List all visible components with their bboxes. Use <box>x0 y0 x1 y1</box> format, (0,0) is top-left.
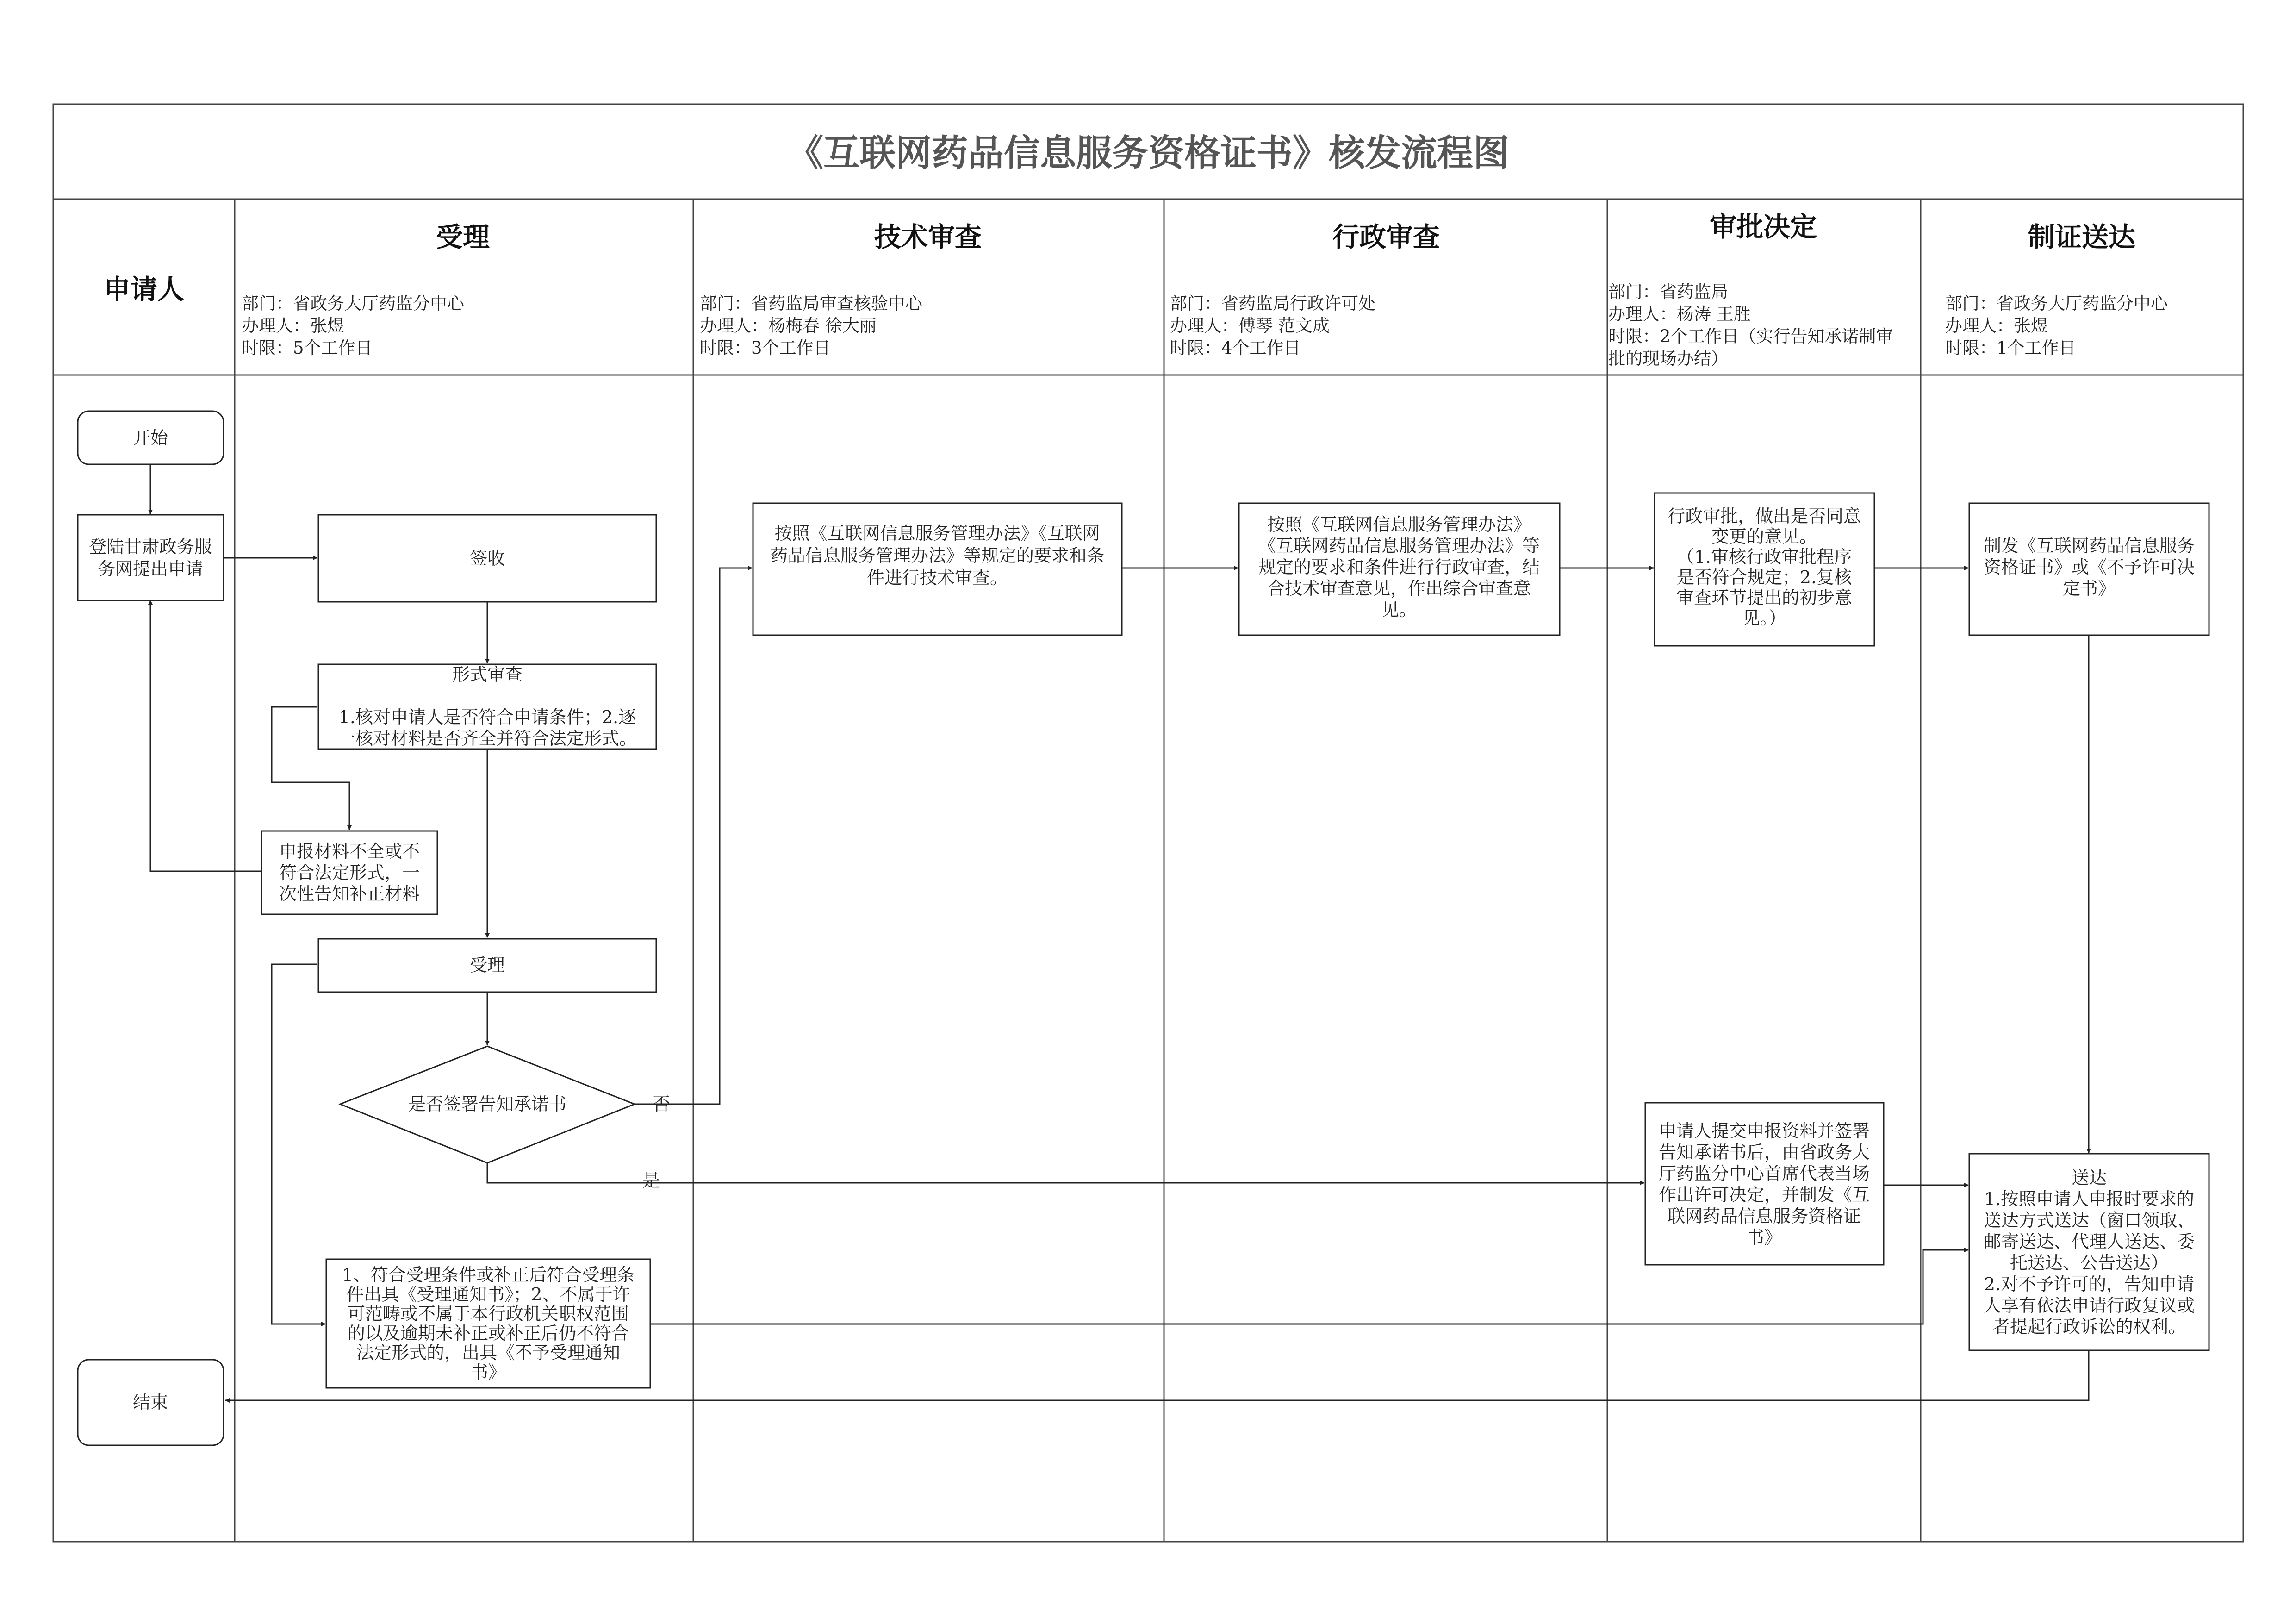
decision-node <box>340 1046 635 1163</box>
node-label-line: 件出具《受理通知书》；2、不属于许 <box>346 1284 630 1305</box>
node-label-line: 邮寄送达、代理人送达、委 <box>1983 1231 2195 1252</box>
node-label-line: 开始 <box>132 428 168 448</box>
lane-info-line: 时限：4个工作日 <box>1170 338 1301 358</box>
node-label-line: 联网药品信息服务资格证 <box>1667 1206 1861 1226</box>
node-label-line: 托送达、公告送达） <box>2010 1253 2169 1273</box>
apply-node <box>78 515 224 600</box>
node-label-line: 申报材料不全或不 <box>279 841 420 862</box>
start-node <box>78 411 224 464</box>
lane-title-approval: 审批决定 <box>1709 211 1817 243</box>
node-label-line: 法定形式的，出具《不予受理通知 <box>356 1343 621 1363</box>
node-label-line: 的以及逾期未补正或补正后仍不符合 <box>347 1323 629 1343</box>
lane-info-line: 部门：省药监局 <box>1608 282 1728 302</box>
onsite-decision-node <box>1645 1103 1884 1265</box>
lane-title-issue-deliver: 制证送达 <box>2028 221 2136 253</box>
node-label-line: 是否符合规定；2.复核 <box>1676 567 1852 587</box>
node-label-line: 告知承诺书后，由省政务大 <box>1658 1142 1870 1162</box>
formal-review-node <box>318 664 656 749</box>
lane-info-line: 部门：省药监局行政许可处 <box>1170 294 1375 313</box>
lane-info-line: 办理人：杨涛 王胜 <box>1608 304 1751 324</box>
lane-info-line: 批的现场办结） <box>1608 349 1728 369</box>
sign-node <box>318 515 656 602</box>
node-label-line: 可范畴或不属于本行政机关职权范围 <box>347 1304 629 1324</box>
node-label-line: 申请人提交申报资料并签署 <box>1658 1121 1870 1141</box>
lane-header-accept <box>242 221 490 358</box>
edge-incomplete-apply <box>150 600 261 871</box>
node-label-line: 审查环节提出的初步意 <box>1676 587 1853 608</box>
node-label-line: 《互联网药品信息服务管理办法》等 <box>1258 536 1540 556</box>
notice-node <box>326 1259 650 1388</box>
node-label-line: 是否签署告知承诺书 <box>408 1094 567 1114</box>
edge-accept-notice <box>272 964 325 1324</box>
node-label-line: 见。 <box>1381 600 1417 620</box>
node-label-line: 见。） <box>1742 608 1786 628</box>
lane-info-line: 部门：省政务大厅药监分中心 <box>1945 294 2168 313</box>
edge-decision-onsite <box>487 1163 1644 1183</box>
node-label-line: 次性告知补正材料 <box>279 884 420 904</box>
node-label-line: 1、符合受理条件或补正后符合受理条 <box>342 1265 635 1285</box>
node-label-line: 规定的要求和条件进行行政审查，结 <box>1258 557 1540 577</box>
lane-info-line: 时限：5个工作日 <box>242 338 373 358</box>
node-label-line: 药品信息服务管理办法》等规定的要求和条 <box>770 545 1105 566</box>
node-label-line: 签收 <box>469 548 505 568</box>
node-label-line: 形式审查 <box>452 664 523 685</box>
node-label-line: 合技术审查意见，作出综合审查意 <box>1267 578 1531 599</box>
node-label-line: 送达方式送达（窗口领取、 <box>1983 1210 2195 1230</box>
node-label-line: 结束 <box>132 1392 168 1412</box>
lane-header-issue-deliver <box>1945 221 2169 358</box>
edge-label-no: 否 <box>653 1094 671 1114</box>
tech-review-node <box>753 503 1122 635</box>
incomplete-material-node <box>261 831 437 914</box>
lane-info-line: 时限：3个工作日 <box>700 338 831 358</box>
node-label-line: 件进行技术审查。 <box>866 568 1008 588</box>
lane-header-tech-review <box>700 221 982 358</box>
node-label-line: 人享有依法申请行政复议或 <box>1983 1295 2195 1316</box>
approval-node <box>1655 493 1874 646</box>
node-label-line: 按照《互联网信息服务管理办法》《互联网 <box>774 523 1100 543</box>
node-label-line: 送达 <box>2071 1168 2107 1188</box>
node-label-line: 1.按照申请人申报时要求的 <box>1984 1189 2195 1209</box>
node-label-line: 定书》 <box>2062 578 2116 599</box>
node-label-line: 受理 <box>469 955 505 975</box>
node-label-line: 行政审批，做出是否同意 <box>1667 506 1861 526</box>
node-label-line: 书》 <box>1746 1227 1782 1248</box>
node-label-line: 符合法定形式，一 <box>279 862 420 883</box>
node-label-line: 资格证书》或《不予许可决 <box>1983 557 2195 577</box>
lane-info-line: 时限：1个工作日 <box>1945 338 2076 358</box>
lane-header-applicant <box>104 274 184 305</box>
lane-title-tech-review: 技术审查 <box>874 221 982 253</box>
end-node <box>78 1360 224 1445</box>
edge-label-yes: 是 <box>642 1170 660 1191</box>
lane-header-approval <box>1608 211 1893 369</box>
lane-info-line: 时限：2个工作日（实行告知承诺制审 <box>1608 326 1893 346</box>
node-label-line: 登陆甘肃政务服 <box>88 537 212 557</box>
lane-info-line: 部门：省政务大厅药监分中心 <box>242 294 464 313</box>
lane-title-admin-review: 行政审查 <box>1332 221 1440 253</box>
issue-certificate-node <box>1969 503 2209 635</box>
lane-header-admin-review <box>1170 221 1440 358</box>
lane-info-line: 办理人：张煜 <box>1945 316 2048 336</box>
node-label-line: 1.核对申请人是否符合申请条件；2.逐 <box>338 707 636 727</box>
admin-review-node <box>1239 503 1560 635</box>
node-label-line: 者提起行政诉讼的权利。 <box>1992 1317 2186 1337</box>
deliver-node <box>1969 1154 2209 1350</box>
page-title: 《互联网药品信息服务资格证书》核发流程图 <box>787 132 1510 174</box>
lane-info-line: 办理人：傅琴 范文成 <box>1170 316 1330 336</box>
lane-info-line: 部门：省药监局审查核验中心 <box>700 294 922 313</box>
node-label-line: 务网提出申请 <box>97 559 204 579</box>
node-label-line: 2.对不予许可的，告知申请 <box>1984 1274 2195 1294</box>
lane-title-applicant: 申请人 <box>103 274 185 305</box>
node-label-line: 作出许可决定，并制发《互 <box>1658 1185 1870 1205</box>
node-label-line: 厅药监分中心首席代表当场 <box>1658 1163 1870 1184</box>
lane-info-line: 办理人：张煜 <box>242 316 344 336</box>
node-label-line: 制发《互联网药品信息服务 <box>1983 536 2195 556</box>
lane-info-line: 办理人：杨梅春 徐大丽 <box>700 316 877 336</box>
accept-node <box>318 939 656 992</box>
node-label-line: （1.审核行政审批程序 <box>1676 547 1852 567</box>
node-label-line: 书》 <box>470 1362 506 1382</box>
node-label-line: 变更的意见。 <box>1711 526 1817 547</box>
node-label-line: 一核对材料是否齐全并符合法定形式。 <box>337 728 637 749</box>
node-label-line: 按照《互联网信息服务管理办法》 <box>1267 514 1531 535</box>
lane-title-accept: 受理 <box>436 221 490 253</box>
